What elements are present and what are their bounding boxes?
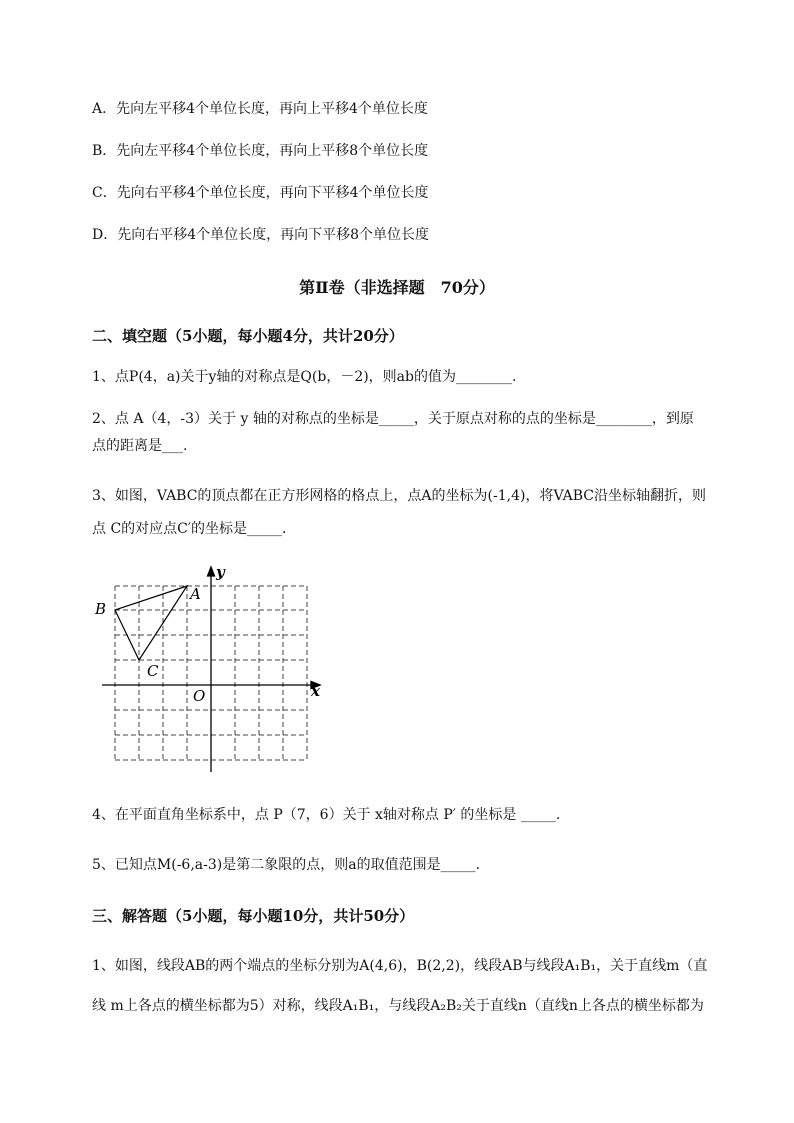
point-label-c: C bbox=[147, 662, 159, 680]
option-b: B．先向左平移4个单位长度，再向上平移8个单位长度 bbox=[92, 143, 429, 159]
triangle-abc bbox=[115, 586, 187, 660]
part-title: 第Ⅱ卷（非选择题 70分） bbox=[299, 278, 495, 297]
solve-question-1-line2: 线 m上各点的横坐标都为5）对称，线段A₁B₁，与线段A₂B₂关于直线n（直线n上各点的横坐标都为 bbox=[92, 998, 704, 1014]
coordinate-grid-figure bbox=[92, 562, 332, 777]
point-label-a: A bbox=[190, 585, 201, 603]
option-d: D．先向右平移4个单位长度，再向下平移8个单位长度 bbox=[92, 227, 430, 243]
fill-question-2-line2: 点的距离是___. bbox=[92, 438, 188, 454]
x-axis-label: x bbox=[311, 682, 320, 700]
y-axis-label: y bbox=[216, 563, 225, 581]
fill-question-2-line1: 2、点 A（4，-3）关于 y 轴的对称点的坐标是_____，关于原点对称的点的坐标是________，到原 bbox=[92, 411, 694, 427]
point-label-b: B bbox=[95, 600, 107, 618]
fill-question-5: 5、已知点M(-6,a-3)是第二象限的点，则a的取值范围是_____. bbox=[92, 857, 481, 873]
option-c: C．先向右平移4个单位长度，再向下平移4个单位长度 bbox=[92, 185, 429, 201]
y-axis-arrow bbox=[208, 567, 215, 576]
fill-question-3-line1: 3、如图，VABC的顶点都在正方形网格的格点上，点A的坐标为(-1,4)，将VABC沿坐标轴翻折，则 bbox=[92, 488, 706, 504]
fill-question-4: 4、在平面直角坐标系中，点 P（7，6）关于 x轴对称点 P′ 的坐标是 _____. bbox=[92, 807, 561, 823]
solve-question-1-line1: 1、如图，线段AB的两个端点的坐标分别为A(4,6)，B(2,2)，线段AB与线段A₁B₁，关于直线m（直 bbox=[92, 958, 708, 974]
origin-label: O bbox=[193, 687, 206, 705]
section-heading-solve: 三、解答题（5小题，每小题10分，共计50分） bbox=[92, 907, 415, 925]
fill-question-3-line2: 点 C的对应点C′的坐标是_____. bbox=[92, 521, 287, 537]
fill-question-1: 1、点P(4，a)关于y轴的对称点是Q(b，－2)，则ab的值为________. bbox=[92, 369, 517, 385]
section-heading-fill: 二、填空题（5小题，每小题4分，共计20分） bbox=[92, 327, 404, 345]
option-a: A．先向左平移4个单位长度，再向上平移4个单位长度 bbox=[92, 101, 428, 117]
